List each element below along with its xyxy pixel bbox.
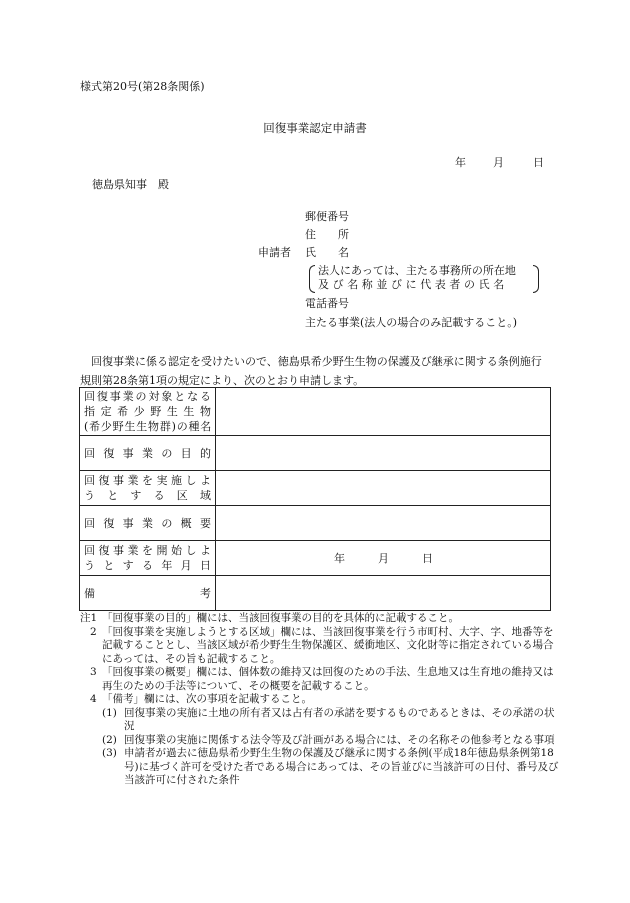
applicant-label: 申請者: [258, 246, 291, 259]
name-label: 氏 名: [305, 246, 349, 259]
species-field[interactable]: [216, 388, 551, 436]
species-label: 回復事業の対象となる 指定希少野生生物 (希少野生生物群)の種名: [80, 388, 216, 436]
note-4-item-1: (1) 回復事業の実施に土地の所有者又は占有者の承諾を要するものであるときは、その承諾の状況: [102, 706, 555, 732]
phone-label: 電話番号: [305, 297, 349, 310]
area-label: 回復事業を実施しよ うとする区域: [80, 471, 216, 506]
address-label: 住 所: [305, 228, 349, 241]
table-row: [80, 541, 551, 576]
date-day: 日: [533, 156, 544, 169]
note-1: 注1 「回復事業の目的」欄には、当該回復事業の目的を具体的に記載すること。: [80, 612, 459, 624]
main-business-label: 主たる事業(法人の場合のみ記載すること。): [305, 316, 518, 329]
postal-code-label: 郵便番号: [305, 210, 349, 223]
table-row: [80, 388, 551, 436]
table-row: [80, 436, 551, 471]
overview-field[interactable]: [216, 506, 551, 541]
corporate-note-bracket: [309, 264, 539, 294]
notes-section: [80, 612, 560, 788]
date-month: 月: [493, 156, 504, 169]
corporate-note-line1: 法人にあっては、主たる事務所の所在地: [318, 264, 516, 277]
date-year: 年: [455, 156, 466, 169]
intro-paragraph: 回復事業に係る認定を受けたいので、徳島県希少野生生物の保護及び継承に関する条例施行規則第28条第1項の規定により、次のとおり申請します。: [80, 355, 542, 387]
remarks-field[interactable]: [216, 576, 551, 611]
start-date-label: 回復事業を開始しよ うとする年月日: [80, 541, 216, 576]
note-2: 2 「回復事業を実施しようとする区域」欄には、当該回復事業を行う市町村、大字、字、地番等を記載することとし、当該区域が希少野生生物保護区、緩衝地区、文化財等に指定されている場合にあっては、その旨も記載すること。: [90, 625, 554, 665]
note-4-item-3: (3) 申請者が過去に徳島県希少野生生物の保護及び継承に関する条例(平成18年徳島県条例第18号)に基づく許可を受けた者である場合にあっては、その旨並びに当該許可の日付、番号及び当該許可に付された条件: [102, 747, 559, 786]
note-3: 3 「回復事業の概要」欄には、個体数の維持又は回復のための手法、生息地又は生育地の維持又は再生のための手法等について、その概要を記載すること。: [90, 666, 554, 692]
form-number: 様式第20号(第28条関係): [80, 80, 205, 93]
purpose-label: 回復事業の目的: [80, 436, 216, 471]
purpose-field[interactable]: [216, 436, 551, 471]
area-field[interactable]: [216, 471, 551, 506]
date-line: [455, 156, 544, 170]
start-date-field[interactable]: 年 月 日: [216, 541, 551, 576]
table-row: [80, 471, 551, 506]
remarks-label: 備 考: [80, 576, 216, 611]
addressee: 徳島県知事 殿: [92, 178, 169, 191]
overview-label: 回復事業の概要: [80, 506, 216, 541]
corporate-note-line2: 及び名称並びに代表者の氏名: [318, 278, 508, 291]
document-title: 回復事業認定申請書: [263, 121, 367, 135]
note-4-item-2: (2) 回復事業の実施に関係する法令等及び計画がある場合には、その名称その他参考となる事項: [102, 733, 555, 746]
table-row: [80, 576, 551, 611]
table-row: [80, 506, 551, 541]
note-4: 4 「備考」欄には、次の事項を記載すること。: [90, 693, 312, 705]
application-table: [79, 387, 551, 611]
